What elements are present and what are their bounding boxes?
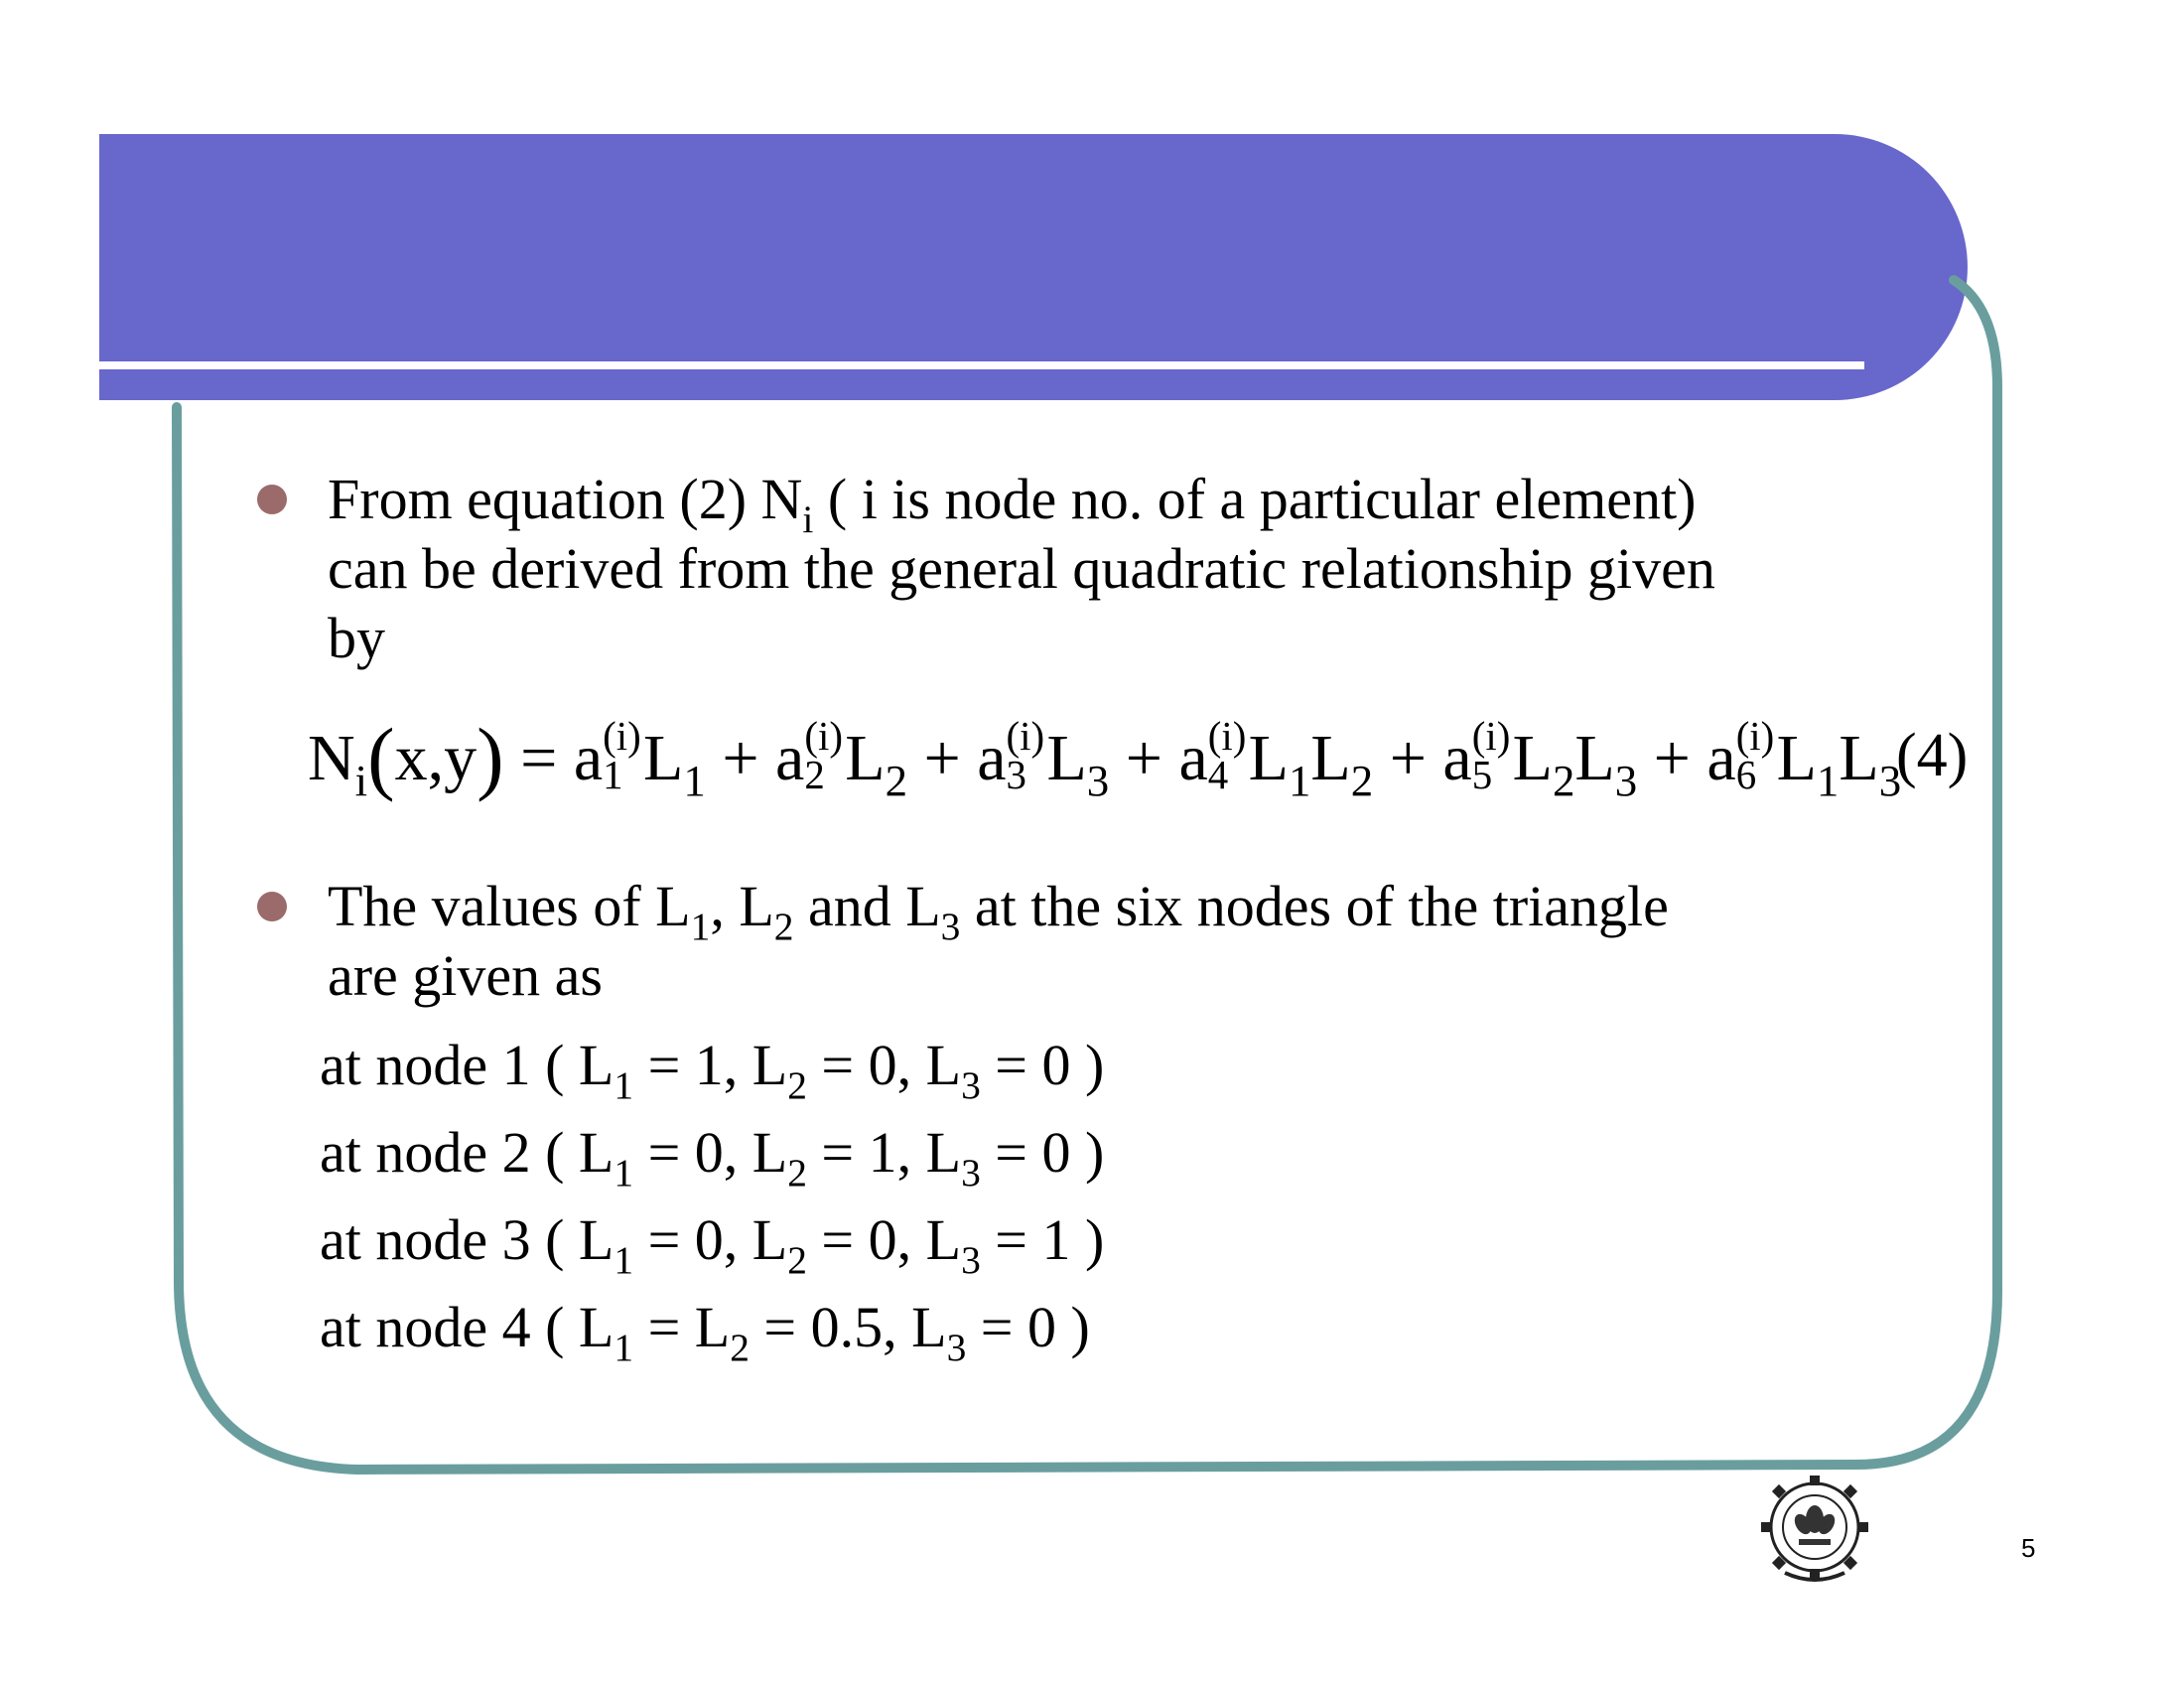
area-coordinate-L: L bbox=[1574, 722, 1615, 794]
coefficient-a: a bbox=[1706, 722, 1736, 794]
coefficient-a: a bbox=[1178, 722, 1208, 794]
plus-sign: + bbox=[1373, 722, 1443, 794]
equation-terms: a (i) 1 $L_1 + a$ (i) 2 $L_2 + a$ (i) 3 $L_3 + a$ (i) 4 $L_1L_2 + a$ (i) 5 $L_2L_3 + a$ (i) 6 $L_1L_3$ bbox=[573, 713, 1902, 805]
coefficient-indices: (i) 3 bbox=[1006, 713, 1045, 798]
coefficient-indices: (i) 5 bbox=[1471, 713, 1511, 798]
area-coordinate-L: L bbox=[845, 722, 886, 794]
bullet2-line1: The values of $L_1$, $L_2$ and $L_3$ at the six nodes of the triangle bbox=[328, 874, 1669, 948]
coefficient-indices: (i) 6 bbox=[1735, 713, 1775, 798]
bullet1-line2: can be derived from the general quadratic relationship given bbox=[328, 536, 1715, 601]
bullet-dot-2 bbox=[257, 892, 287, 921]
coefficient-a: a bbox=[977, 722, 1007, 794]
coefficient-a: a bbox=[573, 722, 604, 794]
node-line-3: at node 3 ( $L_1 = 0$, $L_2 = 0$, $L_3 = 1$ ) bbox=[320, 1207, 1105, 1282]
equation-4: $N_i(x,y) = a$ (i) 1 $L_1 + a$ (i) 2 $L_2 + a$ (i) 3 $L_3 + a$ (i) 4 $L_1L_2 + a$ (i) 5 $L_2L_3 + a$ (i) 6 $L_1L_3$ bbox=[308, 710, 1902, 805]
coefficient-indices: (i) 2 bbox=[804, 713, 843, 798]
header-rule bbox=[99, 361, 1864, 369]
area-coordinate-L: L bbox=[1248, 722, 1289, 794]
node-line-4: at node 4 ( $L_1 = L_2 = 0.5$, $L_3 = 0$ ) bbox=[320, 1295, 1090, 1369]
equation-number: (4) bbox=[1896, 722, 1969, 789]
page-number: 5 bbox=[2021, 1533, 2036, 1563]
coefficient-a: a bbox=[775, 722, 805, 794]
bullet1-line1: From equation (2) $N_i$ ( i is node no. of a particular element) bbox=[328, 467, 1697, 541]
node-line-2: at node 2 ( $L_1 = 0$, $L_2 = 1$, $L_3 = 0$ ) bbox=[320, 1120, 1105, 1195]
area-coordinate-L: L bbox=[1512, 722, 1553, 794]
coefficient-indices: (i) 4 bbox=[1207, 713, 1247, 798]
area-coordinate-L: L bbox=[1839, 722, 1879, 794]
area-coordinate-L: L bbox=[643, 722, 684, 794]
node-line-1: at node 1 ( $L_1 = 1$, $L_2 = 0$, $L_3 = 0$ ) bbox=[320, 1033, 1105, 1107]
bullet-dot-1 bbox=[257, 485, 287, 514]
coefficient-indices: (i) 1 bbox=[603, 713, 641, 798]
area-coordinate-L: L bbox=[1046, 722, 1087, 794]
plus-sign: + bbox=[1109, 722, 1179, 794]
plus-sign: + bbox=[705, 722, 776, 794]
area-coordinate-L: L bbox=[1776, 722, 1817, 794]
iit-bombay-emblem-icon bbox=[1755, 1470, 1874, 1589]
plus-sign: + bbox=[1637, 722, 1707, 794]
plus-sign: + bbox=[907, 722, 978, 794]
header-band bbox=[99, 134, 1968, 400]
area-coordinate-L: L bbox=[1310, 722, 1351, 794]
bullet1-line3: by bbox=[328, 606, 385, 670]
coefficient-a: a bbox=[1442, 722, 1472, 794]
bullet2-line2: are given as bbox=[328, 943, 603, 1008]
